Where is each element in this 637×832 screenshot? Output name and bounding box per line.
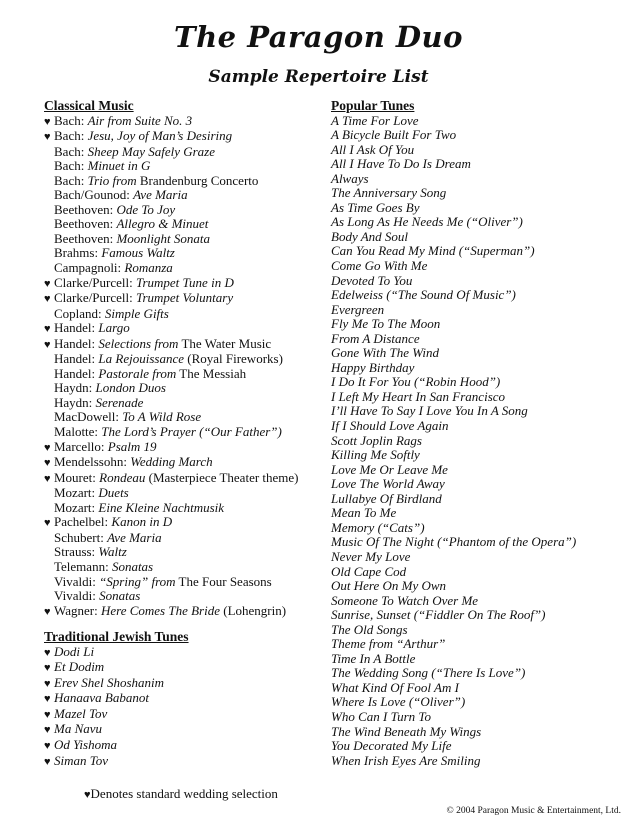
classical-item: [44, 575, 299, 590]
composer-name: Mouret:: [54, 469, 100, 485]
classical-item: [44, 129, 299, 145]
popular-item: What Kind Of Fool Am I: [331, 679, 459, 695]
heart-icon: ♥: [44, 662, 51, 675]
classical-item: [44, 471, 299, 487]
work-title: Pastorale from: [98, 365, 177, 381]
popular-item: Scott Joplin Rags: [331, 432, 422, 448]
composer-name: Bach/Gounod:: [54, 187, 134, 203]
composer-name: Telemann:: [54, 558, 112, 574]
jewish-item: [44, 676, 299, 692]
composer-name: Malotte:: [54, 424, 102, 440]
page-title: The Paragon Duo: [174, 20, 463, 54]
work-title: Wedding March: [130, 454, 213, 470]
composer-name: Marcello:: [54, 438, 108, 454]
classical-item: [44, 486, 299, 501]
classical-item: [44, 261, 299, 276]
composer-name: Handel:: [54, 320, 99, 336]
heart-icon: ♥: [84, 789, 91, 801]
popular-item: Memory (“Cats”): [331, 519, 425, 535]
work-title: Ave Maria: [133, 187, 188, 203]
popular-item: All I Ask Of You: [331, 141, 415, 157]
work-title: London Duos: [95, 380, 166, 396]
tune-title: Hanaava Babanot: [54, 690, 149, 706]
classical-item: [44, 455, 299, 471]
popular-item: A Bicycle Built For Two: [331, 127, 457, 143]
work-note: The Water Music: [178, 335, 272, 351]
work-title: La Rejouissance: [98, 351, 184, 367]
work-note: (Royal Fireworks): [183, 351, 283, 367]
work-title: Serenade: [95, 394, 144, 410]
popular-item: Love The World Away: [331, 476, 445, 492]
classical-item: [44, 352, 299, 367]
popular-item: As Long As He Needs Me (“Oliver”): [331, 214, 523, 230]
popular-item: I Left My Heart In San Francisco: [331, 388, 506, 404]
classical-item: [44, 604, 299, 620]
popular-item: Can You Read My Mind (“Superman”): [331, 243, 535, 259]
heart-icon: ♥: [44, 755, 51, 768]
composer-name: Schubert:: [54, 529, 108, 545]
popular-item: Never My Love: [331, 548, 411, 564]
popular-item: When Irish Eyes Are Smiling: [331, 752, 481, 768]
classical-item: [44, 560, 299, 575]
tune-title: Ma Navu: [54, 721, 103, 737]
classical-item: [44, 381, 299, 396]
classical-item: [44, 531, 299, 546]
work-title: Trumpet Tune in D: [135, 274, 234, 290]
composer-name: Pachelbel:: [54, 514, 112, 530]
jewish-item: [44, 738, 299, 754]
classical-item: [44, 425, 299, 440]
jewish-item: [44, 754, 299, 770]
popular-item: From A Distance: [331, 330, 420, 346]
tune-title: Erev Shel Shoshanim: [54, 674, 164, 690]
popular-item: Evergreen: [331, 301, 385, 317]
heart-icon: ♥: [44, 323, 51, 336]
popular-list: [331, 114, 576, 769]
work-title: Eine Kleine Nachtmusik: [98, 499, 225, 515]
composer-name: Beethoven:: [54, 230, 117, 246]
popular-item: Out Here On My Own: [331, 578, 447, 594]
work-title: Duets: [98, 485, 129, 501]
work-title: To A Wild Rose: [122, 409, 202, 425]
classical-item: [44, 203, 299, 218]
tune-title: Od Yishoma: [54, 736, 117, 752]
right-column: [331, 99, 576, 768]
work-title: “Spring” from: [99, 573, 176, 589]
popular-item: If I Should Love Again: [331, 418, 449, 434]
jewish-item: [44, 691, 299, 707]
tune-title: Siman Tov: [54, 752, 109, 768]
popular-item: A Time For Love: [331, 112, 419, 128]
tune-title: Dodi Li: [54, 643, 95, 659]
composer-name: Mendelssohn:: [54, 454, 131, 470]
classical-item: [44, 367, 299, 382]
page-subtitle: Sample Repertoire List: [208, 67, 429, 87]
classical-item: [44, 410, 299, 425]
popular-item: Body And Soul: [331, 228, 409, 244]
work-title: Minuet in G: [87, 158, 151, 174]
popular-item: You Decorated My Life: [331, 738, 452, 754]
composer-name: Haydn:: [54, 394, 96, 410]
work-title: Moonlight Sonata: [116, 230, 210, 246]
popular-item: Love Me Or Leave Me: [331, 461, 448, 477]
composer-name: Bach:: [54, 143, 88, 159]
popular-item: Lullabye Of Birdland: [331, 490, 442, 506]
classical-item: [44, 114, 299, 130]
work-title: Ode To Joy: [116, 201, 176, 217]
heart-icon: ♥: [44, 708, 51, 721]
classical-item: [44, 246, 299, 261]
jewish-item: [44, 645, 299, 661]
work-note: (Lohengrin): [220, 602, 287, 618]
popular-item: Happy Birthday: [331, 359, 415, 375]
classical-item: [44, 276, 299, 292]
classical-item: [44, 307, 299, 322]
classical-item: [44, 515, 299, 531]
heart-icon: ♥: [44, 605, 51, 618]
classical-item: [44, 291, 299, 307]
popular-item: As Time Goes By: [331, 199, 420, 215]
jewish-item: [44, 660, 299, 676]
popular-item: Where Is Love (“Oliver”): [331, 694, 466, 710]
heart-icon: ♥: [44, 724, 51, 737]
composer-name: Bach:: [54, 128, 88, 144]
work-title: Allegro & Minuet: [116, 216, 209, 232]
composer-name: Bach:: [54, 172, 88, 188]
heart-icon: ♥: [44, 739, 51, 752]
work-title: Ave Maria: [107, 529, 162, 545]
heart-icon: ♥: [44, 693, 51, 706]
work-note: Brandenburg Concerto: [136, 172, 259, 188]
composer-name: Handel:: [54, 335, 99, 351]
work-title: Selections from: [98, 335, 179, 351]
popular-item: Always: [331, 170, 369, 186]
work-title: Here Comes The Bride: [100, 602, 220, 618]
popular-item: Who Can I Turn To: [331, 708, 431, 724]
composer-name: Handel:: [54, 365, 99, 381]
composer-name: Clarke/Purcell:: [54, 274, 136, 290]
jewish-heading: Traditional Jewish Tunes: [44, 629, 189, 645]
work-title: Waltz: [98, 544, 127, 560]
work-title: Largo: [98, 320, 130, 336]
popular-item: Music Of The Night (“Phantom of the Opera”): [331, 534, 577, 550]
legend-text: Denotes standard wedding selection: [90, 786, 278, 801]
work-note: The Messiah: [176, 365, 247, 381]
popular-item: I’ll Have To Say I Love You In A Song: [331, 403, 528, 419]
classical-item: [44, 174, 299, 189]
composer-name: Bach:: [54, 112, 88, 128]
work-title: Trumpet Voluntary: [135, 290, 234, 306]
classical-item: [44, 396, 299, 411]
popular-item: Mean To Me: [331, 505, 397, 521]
popular-item: Old Cape Cod: [331, 563, 407, 579]
work-title: Psalm 19: [107, 438, 157, 454]
composer-name: Beethoven:: [54, 216, 117, 232]
popular-item: Time In A Bottle: [331, 650, 416, 666]
popular-item: Gone With The Wind: [331, 345, 439, 361]
popular-item: The Anniversary Song: [331, 185, 447, 201]
composer-name: Handel:: [54, 351, 99, 367]
work-title: Kanon in D: [111, 514, 173, 530]
jewish-list: [44, 645, 299, 769]
composer-name: Wagner:: [54, 602, 101, 618]
work-note: The Four Seasons: [175, 573, 272, 589]
heart-icon: ♥: [44, 677, 51, 690]
work-note: (Masterpiece Theater theme): [145, 469, 299, 485]
classical-item: [44, 217, 299, 232]
heart-icon: ♥: [44, 472, 51, 485]
heart-icon: ♥: [44, 338, 51, 351]
popular-item: The Old Songs: [331, 621, 408, 637]
work-title: Romanza: [124, 260, 173, 276]
popular-item: All I Have To Do Is Dream: [331, 156, 471, 172]
popular-item: Sunrise, Sunset (“Fiddler On The Roof”): [331, 607, 546, 623]
classical-item: [44, 321, 299, 337]
heart-icon: ♥: [44, 517, 51, 530]
tune-title: Mazel Tov: [54, 705, 108, 721]
classical-item: [44, 232, 299, 247]
left-column: [44, 99, 299, 769]
popular-item: Someone To Watch Over Me: [331, 592, 479, 608]
classical-item: [44, 545, 299, 560]
composer-name: Vivaldi:: [54, 573, 100, 589]
composer-name: Brahms:: [54, 245, 102, 261]
popular-item: Devoted To You: [331, 272, 413, 288]
popular-item: Come Go With Me: [331, 258, 428, 274]
heart-icon: ♥: [44, 646, 51, 659]
composer-name: MacDowell:: [54, 409, 123, 425]
heart-icon: ♥: [44, 441, 51, 454]
work-title: Sonatas: [111, 558, 154, 574]
work-title: Jesu, Joy of Man’s Desiring: [87, 128, 233, 144]
legend: [84, 786, 278, 802]
popular-item: Killing Me Softly: [331, 447, 420, 463]
heart-icon: ♥: [44, 293, 51, 306]
popular-item: Edelweiss (“The Sound Of Music”): [331, 287, 516, 303]
classical-item: [44, 440, 299, 456]
work-title: Air from Suite No. 3: [87, 112, 193, 128]
copyright: © 2004 Paragon Music & Entertainment, Ltd.: [446, 806, 621, 816]
composer-name: Strauss:: [54, 544, 99, 560]
composer-name: Haydn:: [54, 380, 96, 396]
composer-name: Copland:: [54, 305, 105, 321]
heart-icon: ♥: [44, 277, 51, 290]
composer-name: Bach:: [54, 158, 88, 174]
popular-item: The Wind Beneath My Wings: [331, 723, 482, 739]
classical-item: [44, 589, 299, 604]
jewish-item: [44, 707, 299, 723]
popular-item: Theme from “Arthur”: [331, 636, 446, 652]
heart-icon: ♥: [44, 131, 51, 144]
classical-item: [44, 145, 299, 160]
jewish-item: [44, 722, 299, 738]
popular-heading: Popular Tunes: [331, 98, 415, 113]
work-title: Trio from: [87, 172, 137, 188]
work-title: Simple Gifts: [104, 305, 169, 321]
popular-item: The Wedding Song (“There Is Love”): [331, 665, 526, 681]
classical-item: [44, 188, 299, 203]
composer-name: Vivaldi:: [54, 588, 100, 604]
popular-item: I Do It For You (“Robin Hood”): [331, 374, 501, 390]
heart-icon: ♥: [44, 457, 51, 470]
heart-icon: ♥: [44, 115, 51, 128]
work-title: Sheep May Safely Graze: [87, 143, 216, 159]
classical-heading: Classical Music: [44, 98, 134, 113]
classical-item: [44, 337, 299, 353]
composer-name: Mozart:: [54, 485, 99, 501]
work-title: Sonatas: [99, 588, 141, 604]
composer-name: Clarke/Purcell:: [54, 290, 136, 306]
composer-name: Campagnoli:: [54, 260, 125, 276]
work-title: Famous Waltz: [101, 245, 175, 261]
classical-item: [44, 501, 299, 516]
work-title: Rondeau: [99, 469, 146, 485]
popular-item: Fly Me To The Moon: [331, 316, 441, 332]
classical-item: [44, 159, 299, 174]
composer-name: Beethoven:: [54, 201, 117, 217]
work-title: The Lord’s Prayer (“Our Father”): [101, 424, 282, 440]
composer-name: Mozart:: [54, 499, 99, 515]
tune-title: Et Dodim: [54, 659, 105, 675]
classical-list: [44, 114, 299, 620]
